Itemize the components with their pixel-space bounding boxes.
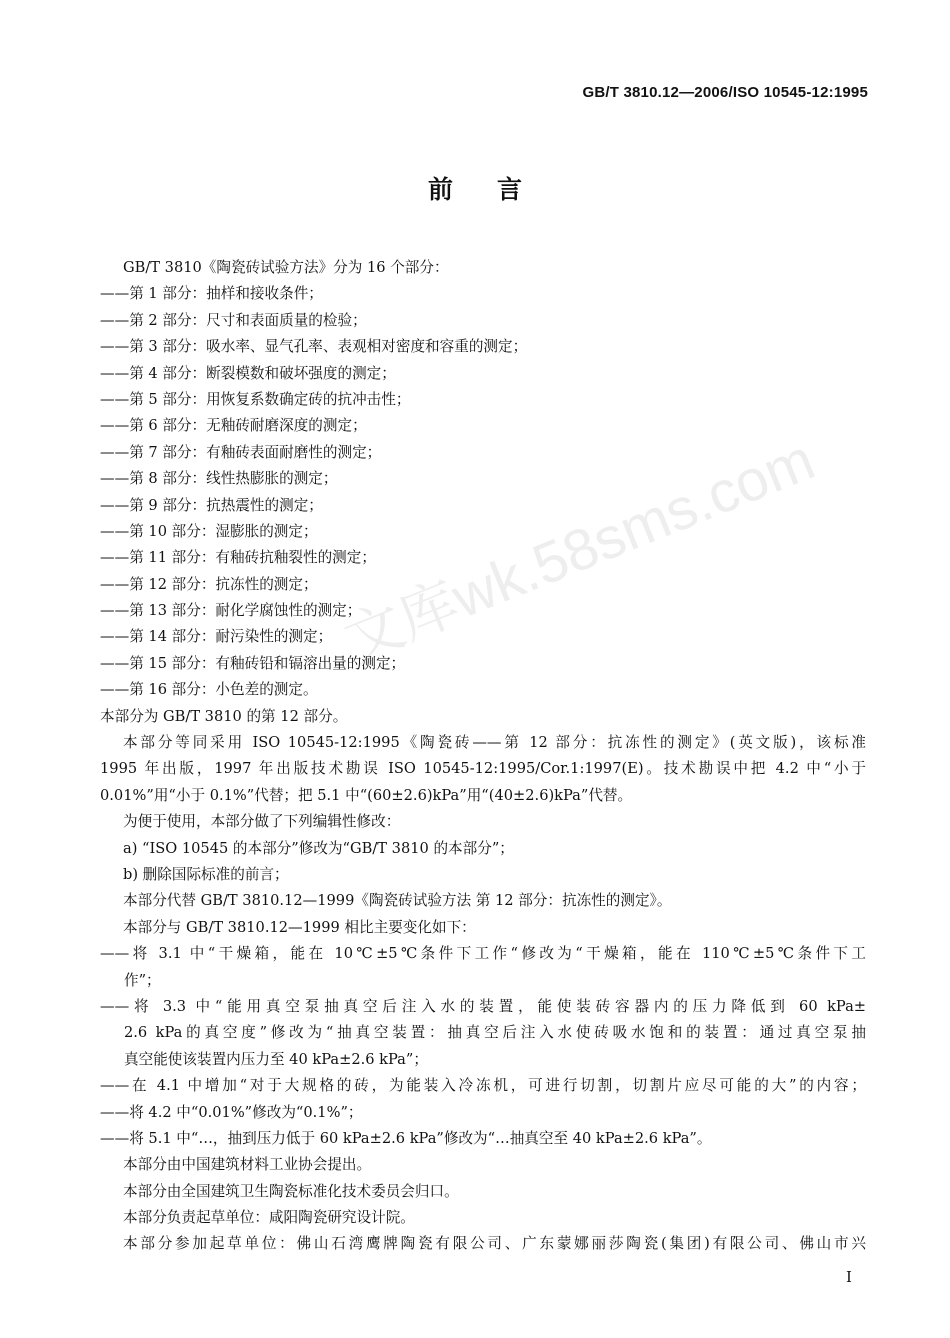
text-line: ——第 13 部分：耐化学腐蚀性的测定； [100, 602, 362, 620]
text-line: ——第 4 部分：断裂模数和破坏强度的测定； [100, 364, 396, 382]
document-header-standard-number: GB/T 3810.12—2006/ISO 10545-12:1995 [582, 84, 868, 101]
text-line: 本部分为 GB/T 3810 的第 12 部分。 [100, 707, 348, 725]
text-line: 本部分参加起草单位：佛山石湾鹰牌陶瓷有限公司、广东蒙娜丽莎陶瓷(集团)有限公司、佛山市兴 [123, 1235, 866, 1253]
text-line: ——第 7 部分：有釉砖表面耐磨性的测定； [100, 443, 382, 461]
page-number: I [846, 1268, 852, 1286]
text-line: ——第 8 部分：线性热膨胀的测定； [100, 470, 338, 488]
text-line: ——将 4.2 中“0.01%”修改为“0.1%”； [100, 1103, 363, 1121]
text-line: GB/T 3810《陶瓷砖试验方法》分为 16 个部分： [123, 259, 449, 276]
text-line: 1995 年出版，1997 年出版技术勘误 ISO 10545-12:1995/Cor.1:1997(E)。技术勘误中把 4.2 中“小于 [100, 760, 866, 778]
text-line: ——将 5.1 中“…，抽到压力低于 60 kPa±2.6 kPa”修改为“…抽真空至 40 kPa±2.6 kPa”。 [100, 1129, 712, 1147]
text-line: ——第 3 部分：吸水率、显气孔率、表观相对密度和容重的测定； [100, 338, 528, 356]
page-title: 前言 [427, 175, 566, 204]
text-line: ——将 3.3 中“能用真空泵抽真空后注入水的装置，能使装砖容器内的压力降低到 60 kPa± [100, 997, 866, 1015]
text-line: ——第 9 部分：抗热震性的测定； [100, 496, 323, 514]
text-line: ——第 10 部分：湿膨胀的测定； [100, 522, 318, 540]
text-line: ——第 2 部分：尺寸和表面质量的检验； [100, 311, 367, 329]
text-line: ——第 6 部分：无釉砖耐磨深度的测定； [100, 417, 367, 435]
text-line: 真空能使该装置内压力至 40 kPa±2.6 kPa”； [124, 1050, 428, 1068]
text-line: 本部分等同采用 ISO 10545-12:1995《陶瓷砖——第 12 部分：抗冻性的测定》(英文版)，该标准 [123, 734, 866, 752]
text-line: 为便于使用，本部分做了下列编辑性修改： [123, 813, 401, 831]
text-line: ——将 3.1 中“干燥箱，能在 10℃±5℃条件下工作“修改为“干燥箱，能在 110℃±5℃条件下工 [100, 945, 866, 963]
text-line: 作”； [124, 971, 161, 989]
text-line: ——第 14 部分：耐污染性的测定； [100, 628, 333, 646]
text-line: ——第 16 部分：小色差的测定。 [100, 681, 318, 699]
watermark: 文库wk.58sms.com [335, 426, 824, 675]
text-line: 本部分由中国建筑材料工业协会提出。 [123, 1156, 372, 1174]
text-line: 本部分负责起草单位：咸阳陶瓷研究设计院。 [123, 1209, 415, 1227]
text-line: a) “ISO 10545 的本部分”修改为“GB/T 3810 的本部分”； [123, 839, 514, 857]
text-line: ——第 11 部分：有釉砖抗釉裂性的测定； [100, 549, 376, 567]
text-line: 2.6 kPa的真空度”修改为“抽真空装置：抽真空后注入水使砖吸水饱和的装置：通过真空泵抽 [124, 1024, 866, 1042]
text-line: ——在 4.1 中增加“对于大规格的砖，为能装入冷冻机，可进行切割，切割片应尽可能的大”的内容； [100, 1077, 866, 1095]
text-line: b) 删除国际标准的前言； [123, 865, 289, 883]
text-line: ——第 15 部分：有釉砖铅和镉溶出量的测定； [100, 654, 406, 672]
text-line: 本部分代替 GB/T 3810.12—1999《陶瓷砖试验方法 第 12 部分：抗冻性的测定》。 [123, 892, 672, 910]
text-line: ——第 1 部分：抽样和接收条件； [100, 285, 323, 303]
text-line: 0.01%”用“小于 0.1%”代替；把 5.1 中“(60±2.6)kPa”用“(40±2.6)kPa”代替。 [100, 786, 633, 804]
text-line: ——第 5 部分：用恢复系数确定砖的抗冲击性； [100, 390, 411, 408]
text-line: 本部分与 GB/T 3810.12—1999 相比主要变化如下： [123, 918, 476, 936]
text-line: ——第 12 部分：抗冻性的测定； [100, 575, 318, 593]
text-line: 本部分由全国建筑卫生陶瓷标准化技术委员会归口。 [123, 1182, 459, 1200]
document-body [100, 255, 866, 1258]
